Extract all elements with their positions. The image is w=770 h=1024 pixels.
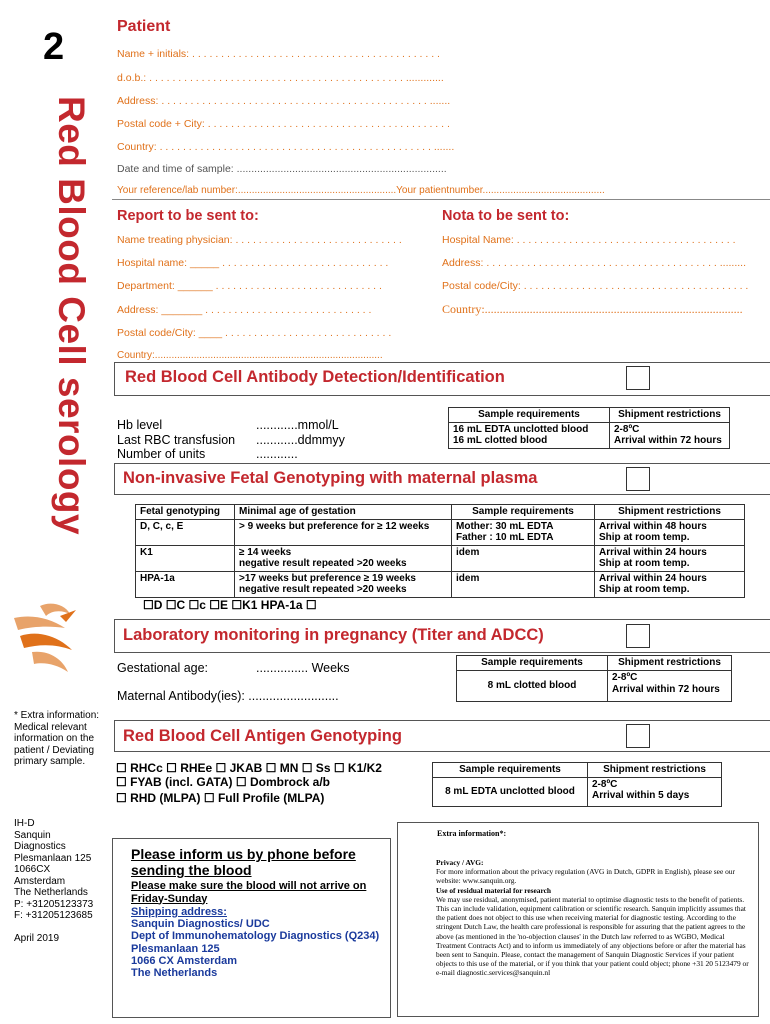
extra-info-text: Privacy / AVG: For more information about the privacy regulation (AVG in Dutch, GDPR in English), please see our website: www.sanquin.org. Use of residual material for research We may use residual, anonymised, patient material to optimise diagnostic tests to the benefit of patients. This can include validation, equipment calibration or scientific research. Sanquin implicitly assumes that the patient does not object to this use when receiving material for diagnostic testing. According to the stringent Dutch Law, the health care professional is responsible for assuring that the patient agrees to the above (as mentioned in the 'no-objection clauses' in the Dutch law referred to as WGBO, Medical Treatment Contracts Act) and to inform us immediately of any objections before or after the material has been sent to Sanquin. Please, contact the management of Sanquin Diagnostic Services if your patient objects to this use of the material, or if you think that your patient could object; phone +31 20 5123479 or e-mail diagnostic.services@sanquin.nl [436,858,749,978]
gestation-col-header: Minimal age of gestation [235,505,452,520]
fetal-col-header: Fetal genotyping [136,505,235,520]
antigen-title: Red Blood Cell Antigen Genotyping [123,727,402,745]
shipping-address: Sanquin Diagnostics/ UDC Dept of Immunohematology Diagnostics (Q234) Plesmanlaan 125 1066 CX Amsterdam The Netherlands [131,918,380,980]
shipping-label: Shipping address: [131,906,227,918]
sample-req-header: Sample requirements [449,408,610,423]
reference-field[interactable]: Your reference/lab number:.........................................................Your patientnumber............................................ [117,185,605,196]
table-row: K1 ≥ 14 weeks negative result repeated >20 weeks idem Arrival within 24 hours Ship at room temp. [136,545,745,571]
lab-checkbox[interactable] [626,624,650,648]
hb-level-label: Hb level [117,418,163,432]
nota-postal-field[interactable]: Postal code/City: . . . . . . . . . . . . . . . . . . . . . . . . . . . . . . . . . . . . . . . [442,280,749,292]
report-address-field[interactable]: Address: _______ . . . . . . . . . . . . . . . . . . . . . . . . . . . . . [117,304,372,316]
fetal-title: Non-invasive Fetal Genotyping with maternal plasma [123,469,538,487]
pelican-logo [10,596,80,681]
sample-date-field[interactable]: Date and time of sample: ........................................................................ [117,163,447,175]
maternal-antibody-field[interactable]: Maternal Antibody(ies): .......................... [117,689,339,703]
rbc-antibody-title: Red Blood Cell Antibody Detection/Identification [125,368,505,386]
fetal-options[interactable]: ☐D ☐C ☐c ☐E ☐K1 HPA-1a ☐ [143,598,317,612]
transfusion-value[interactable]: ............ddmmyy [256,433,345,447]
report-hospital-field[interactable]: Hospital name: _____ . . . . . . . . . . . . . . . . . . . . . . . . . . . . . [117,257,389,269]
gestational-age-value[interactable]: ............... Weeks [256,661,350,675]
antigen-requirements: Sample requirements Shipment restrictions 8 mL EDTA unclotted blood 2-8ºC Arrival within 5 days [432,762,722,807]
department-field[interactable]: Department: ______ . . . . . . . . . . . . . . . . . . . . . . . . . . . . . [117,280,382,292]
patient-heading: Patient [117,18,171,35]
dob-field[interactable]: d.o.b.: . . . . . . . . . . . . . . . . . . . . . . . . . . . . . . . . . . . . . . . . . . . . ............. [117,72,444,84]
shipment-col-header: Shipment restrictions [595,505,745,520]
lab-requirements: Sample requirements Shipment restrictions 8 mL clotted blood 2-8ºC Arrival within 72 hours [456,655,732,702]
extra-info-note: * Extra information: Medical relevant information on the patient / Deviating primary sample. [14,710,100,767]
extra-info-heading: Extra information*: [437,829,507,838]
antigen-options-2[interactable]: ☐ FYAB (incl. GATA) ☐ Dombrock a/b [116,775,330,789]
physician-field[interactable]: Name treating physician: . . . . . . . . . . . . . . . . . . . . . . . . . . . . . [117,234,402,246]
sample-col-header: Sample requirements [452,505,595,520]
rbc-antibody-checkbox[interactable] [626,366,650,390]
nota-country-field[interactable]: Country:...................................................................................... [442,302,743,316]
address-field[interactable]: Address: . . . . . . . . . . . . . . . . . . . . . . . . . . . . . . . . . . . . . . . . . . . . . . ....... [117,95,451,107]
antigen-options-1[interactable]: ☐ RHCc ☐ RHEe ☐ JKAB ☐ MN ☐ Ss ☐ K1/K2 [116,761,382,775]
table-row: D, C, c, E > 9 weeks but preference for ≥ 12 weeks Mother: 30 mL EDTA Father : 10 mL EDTA Arrival within 48 hours Ship at room temp. [136,519,745,545]
transfusion-label: Last RBC transfusion [117,433,236,447]
lab-title: Laboratory monitoring in pregnancy (Titer and ADCC) [123,626,544,644]
nota-hospital-field[interactable]: Hospital Name: . . . . . . . . . . . . . . . . . . . . . . . . . . . . . . . . . . . . . . [442,234,736,246]
units-value[interactable]: ............ [256,447,298,461]
weekend-warning: Please make sure the blood will not arrive on Friday-Sunday [131,880,367,905]
antigen-options-3[interactable]: ☐ RHD (MLPA) ☐ Full Profile (MLPA) [116,791,325,805]
report-heading: Report to be sent to: [117,208,259,224]
nota-address-field[interactable]: Address: . . . . . . . . . . . . . . . . . . . . . . . . . . . . . . . . . . . . . . . . ......... [442,257,746,269]
hb-level-value[interactable]: ............mmol/L [256,418,339,432]
name-initials-field[interactable]: Name + initials: . . . . . . . . . . . . . . . . . . . . . . . . . . . . . . . . . . . . . . . . . . . [117,48,440,60]
rbc-antibody-requirements [448,407,730,449]
postal-city-field[interactable]: Postal code + City: . . . . . . . . . . . . . . . . . . . . . . . . . . . . . . . . . . . . . . . . . . [117,118,450,130]
report-postal-field[interactable]: Postal code/City: ____ . . . . . . . . . . . . . . . . . . . . . . . . . . . . . [117,327,392,339]
country-field[interactable]: Country: . . . . . . . . . . . . . . . . . . . . . . . . . . . . . . . . . . . . . . . . . . . . . . . ....... [117,141,455,153]
page-number: 2 [43,26,65,68]
table-row: HPA-1a >17 weeks but preference ≥ 19 weeks negative result repeated >20 weeks idem Arrival within 24 hours Ship at room temp. [136,571,745,597]
fetal-table [135,504,745,598]
shipment-header: Shipment restrictions [610,408,730,423]
units-label: Number of units [117,447,206,461]
shipment-cell: 2-8ºC Arrival within 72 hours [610,422,730,448]
lab-address: IH-D Sanquin Diagnostics Plesmanlaan 125 1066CX Amsterdam The Netherlands P: +31205123373 F: +31205123685 April 2019 [14,818,94,944]
report-country-field[interactable]: Country:.................................................................................. [117,350,383,361]
antigen-checkbox[interactable] [626,724,650,748]
phone-title: Please inform us by phone before sending the blood [131,846,356,878]
gestational-age-label: Gestational age: [117,661,209,675]
sample-req-cell: 16 mL EDTA unclotted blood 16 mL clotted blood [449,422,610,448]
divider [112,199,770,200]
nota-heading: Nota to be sent to: [442,208,570,224]
vertical-title: Red Blood Cell serology [51,96,92,536]
fetal-checkbox[interactable] [626,467,650,491]
